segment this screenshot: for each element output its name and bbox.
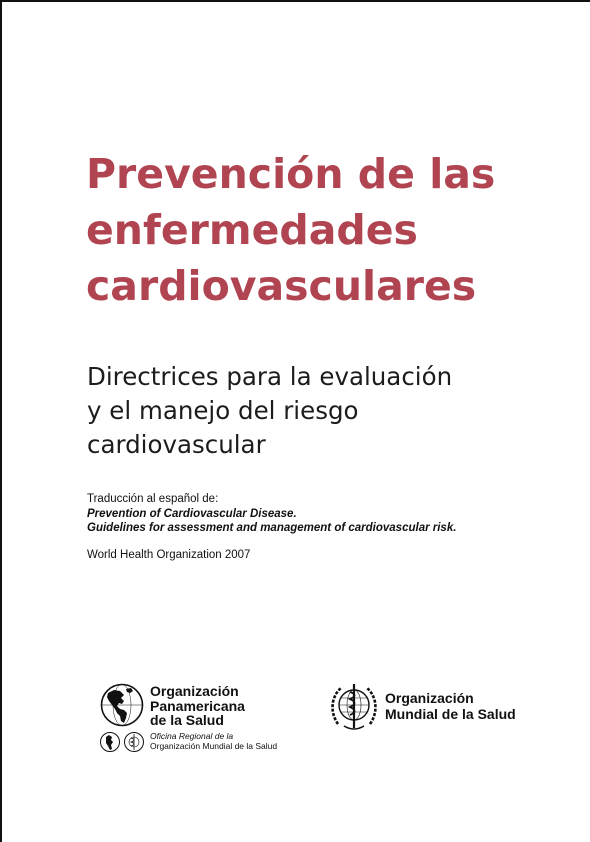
page-border-top bbox=[0, 0, 590, 2]
publisher-year: World Health Organization 2007 bbox=[87, 549, 251, 561]
title-line: Prevención de las bbox=[86, 150, 496, 198]
ops-logo bbox=[100, 683, 300, 755]
oms-name-line: Organización bbox=[385, 690, 474, 706]
document-subtitle bbox=[87, 360, 557, 462]
ops-name-line: de la Salud bbox=[150, 712, 224, 728]
ops-name-line: Panamericana bbox=[150, 697, 245, 714]
document-title bbox=[86, 146, 566, 314]
ops-name-line: Organización bbox=[150, 683, 239, 699]
oms-name bbox=[385, 690, 516, 722]
page-border-left bbox=[0, 0, 2, 842]
subtitle-line: cardiovascular bbox=[87, 430, 266, 459]
subtitle-line: Directrices para la evaluación bbox=[87, 362, 453, 391]
subtitle-line: y el manejo del riesgo bbox=[87, 396, 359, 425]
original-title: Prevention of Cardiovascular Disease. bbox=[87, 507, 297, 520]
small-emblems-icon bbox=[100, 731, 146, 753]
who-emblem-icon bbox=[328, 680, 380, 734]
title-line: enfermedades bbox=[86, 206, 418, 254]
translation-intro: Traducción al español de: bbox=[87, 493, 219, 505]
ops-subtitle bbox=[150, 732, 277, 751]
oms-logo bbox=[328, 680, 538, 736]
original-subtitle: Guidelines for assessment and management of cardiovascular risk. bbox=[87, 522, 457, 534]
translation-note bbox=[87, 492, 567, 536]
ops-name bbox=[150, 684, 245, 728]
oms-name-line: Mundial de la Salud bbox=[385, 706, 516, 722]
ops-sub-line: Organización Mundial de la Salud bbox=[150, 740, 278, 751]
ops-sub-line: Oficina Regional de la bbox=[150, 731, 234, 741]
title-line: cardiovasculares bbox=[86, 262, 477, 310]
americas-globe-icon bbox=[100, 683, 144, 727]
